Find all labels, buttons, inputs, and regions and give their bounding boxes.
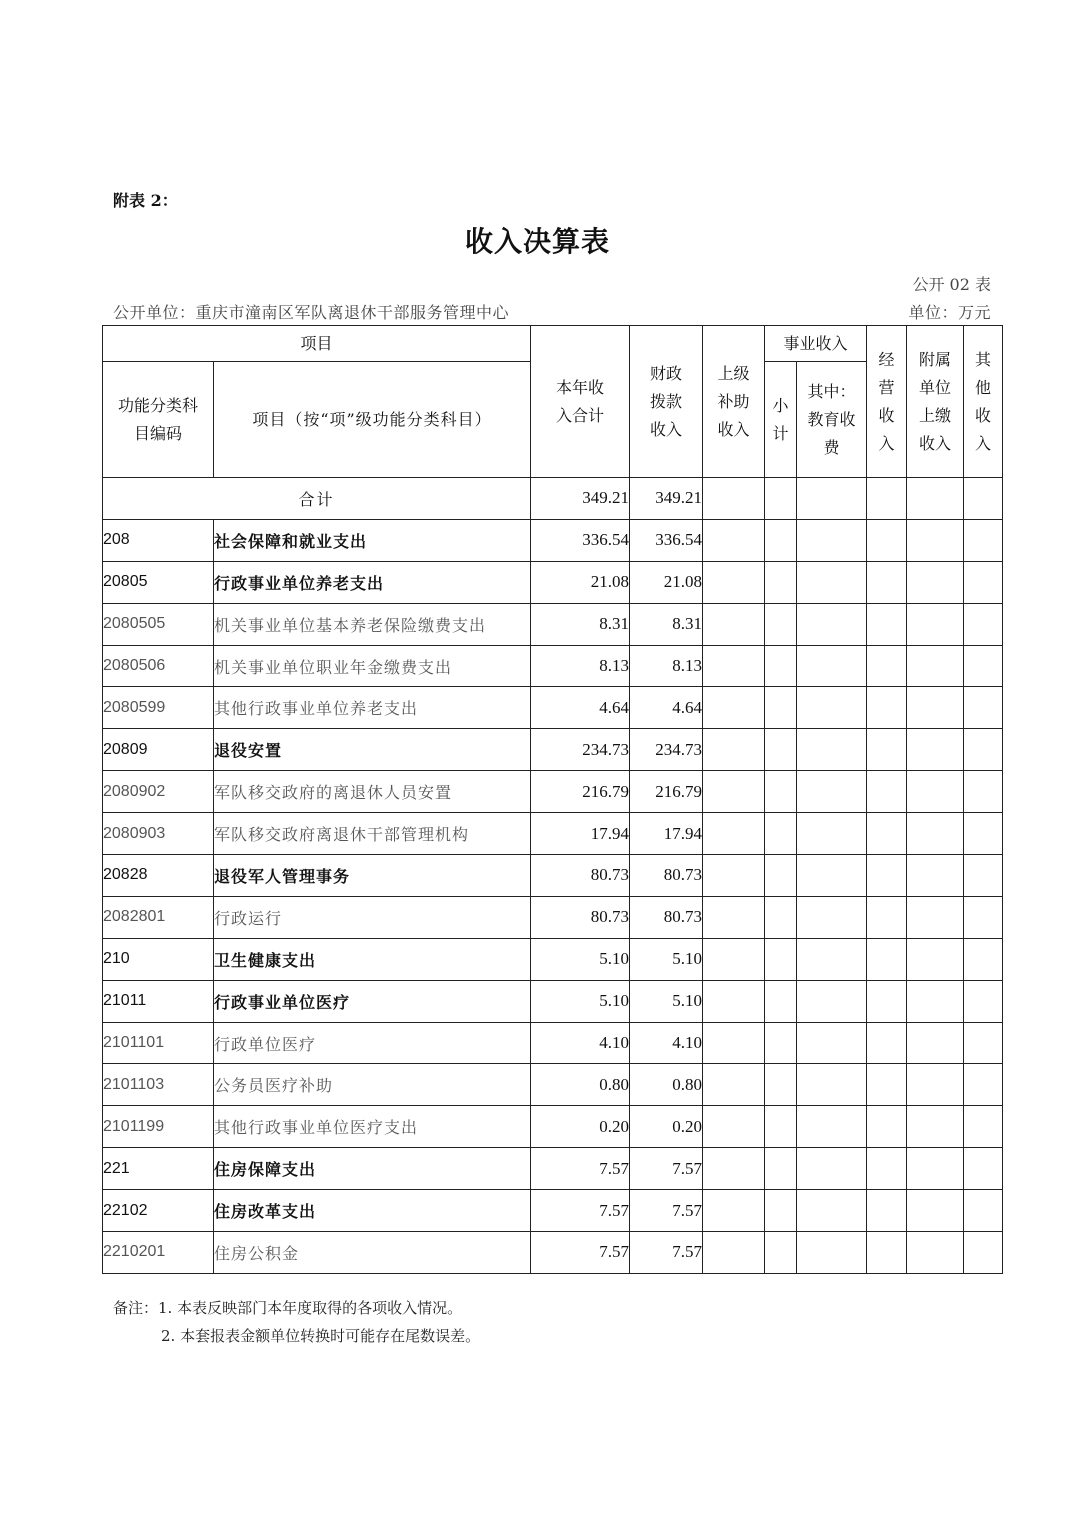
row-business-education [797, 603, 867, 645]
empty-cell [907, 478, 964, 520]
row-business-subtotal [765, 603, 797, 645]
row-affiliated [907, 813, 964, 855]
header-fiscal: 财政拨款收入 [630, 326, 703, 478]
row-fiscal: 7.57 [630, 1148, 703, 1190]
row-business-subtotal [765, 855, 797, 897]
row-operating [867, 561, 907, 603]
row-business-education [797, 771, 867, 813]
row-business-education [797, 1148, 867, 1190]
row-fiscal: 5.10 [630, 938, 703, 980]
row-total-income: 7.57 [531, 1148, 630, 1190]
row-other [964, 938, 1003, 980]
row-business-subtotal [765, 1148, 797, 1190]
row-other [964, 896, 1003, 938]
row-superior [703, 1232, 765, 1274]
row-name: 社会保障和就业支出 [214, 519, 531, 561]
header-name: 项目（按“项”级功能分类科目） [214, 362, 531, 478]
row-business-education [797, 1022, 867, 1064]
row-code: 208 [103, 519, 214, 561]
row-superior [703, 771, 765, 813]
row-operating [867, 645, 907, 687]
row-name: 退役军人管理事务 [214, 855, 531, 897]
row-fiscal: 21.08 [630, 561, 703, 603]
row-fiscal: 4.64 [630, 687, 703, 729]
row-business-education [797, 687, 867, 729]
row-other [964, 603, 1003, 645]
row-fiscal: 216.79 [630, 771, 703, 813]
row-other [964, 645, 1003, 687]
row-operating [867, 896, 907, 938]
row-operating [867, 1190, 907, 1232]
row-affiliated [907, 519, 964, 561]
page-title: 收入决算表 [464, 225, 610, 258]
row-name: 行政运行 [214, 896, 531, 938]
empty-cell [964, 478, 1003, 520]
row-operating [867, 729, 907, 771]
row-business-subtotal [765, 561, 797, 603]
row-total-income: 0.20 [531, 1106, 630, 1148]
row-other [964, 1106, 1003, 1148]
header-business: 事业收入 [765, 326, 867, 362]
row-affiliated [907, 1232, 964, 1274]
row-fiscal: 8.31 [630, 603, 703, 645]
note-2: 2. 本套报表金额单位转换时可能存在尾数误差。 [161, 1327, 481, 1345]
row-superior [703, 687, 765, 729]
row-total-income: 7.57 [531, 1190, 630, 1232]
empty-cell [703, 478, 765, 520]
row-name: 公务员医疗补助 [214, 1064, 531, 1106]
total-income-cell: 349.21 [531, 478, 630, 520]
row-business-education [797, 561, 867, 603]
row-superior [703, 896, 765, 938]
row-operating [867, 603, 907, 645]
table-row [103, 938, 1003, 980]
row-affiliated [907, 729, 964, 771]
row-superior [703, 729, 765, 771]
row-name: 卫生健康支出 [214, 938, 531, 980]
row-operating [867, 938, 907, 980]
row-name: 退役安置 [214, 729, 531, 771]
header-superior: 上级补助收入 [703, 326, 765, 478]
table-row [103, 1232, 1003, 1274]
row-code: 2080902 [103, 771, 214, 813]
note-1: 备注：1. 本表反映部门本年度取得的各项收入情况。 [113, 1299, 463, 1317]
row-total-income: 5.10 [531, 938, 630, 980]
row-total-income: 8.13 [531, 645, 630, 687]
row-total-income: 216.79 [531, 771, 630, 813]
header-code: 功能分类科目编码 [103, 362, 214, 478]
row-other [964, 1232, 1003, 1274]
row-operating [867, 1064, 907, 1106]
row-operating [867, 1148, 907, 1190]
row-affiliated [907, 938, 964, 980]
row-code: 2080599 [103, 687, 214, 729]
table-row [103, 603, 1003, 645]
row-other [964, 855, 1003, 897]
total-fiscal-cell: 349.21 [630, 478, 703, 520]
row-business-subtotal [765, 729, 797, 771]
row-superior [703, 855, 765, 897]
row-name: 机关事业单位基本养老保险缴费支出 [214, 603, 531, 645]
table-row [103, 645, 1003, 687]
form-number: 公开 02 表 [912, 275, 991, 294]
row-business-education [797, 1106, 867, 1148]
table-body [103, 478, 1003, 1274]
row-superior [703, 561, 765, 603]
table-row [103, 1064, 1003, 1106]
row-fiscal: 80.73 [630, 855, 703, 897]
row-fiscal: 0.80 [630, 1064, 703, 1106]
row-business-education [797, 519, 867, 561]
row-other [964, 519, 1003, 561]
row-code: 2082801 [103, 896, 214, 938]
row-other [964, 1064, 1003, 1106]
row-affiliated [907, 896, 964, 938]
row-affiliated [907, 771, 964, 813]
row-code: 22102 [103, 1190, 214, 1232]
row-fiscal: 7.57 [630, 1232, 703, 1274]
row-superior [703, 938, 765, 980]
row-operating [867, 980, 907, 1022]
row-business-education [797, 896, 867, 938]
row-code: 2080505 [103, 603, 214, 645]
empty-cell [765, 478, 797, 520]
row-affiliated [907, 1190, 964, 1232]
row-affiliated [907, 855, 964, 897]
row-affiliated [907, 1022, 964, 1064]
row-business-education [797, 938, 867, 980]
row-business-subtotal [765, 1232, 797, 1274]
row-operating [867, 1022, 907, 1064]
empty-cell [867, 478, 907, 520]
table-row [103, 771, 1003, 813]
row-superior [703, 1064, 765, 1106]
row-name: 军队移交政府的离退休人员安置 [214, 771, 531, 813]
row-other [964, 1148, 1003, 1190]
income-table [102, 325, 1003, 1274]
row-total-income: 4.64 [531, 687, 630, 729]
table-row [103, 1106, 1003, 1148]
row-operating [867, 855, 907, 897]
row-name: 机关事业单位职业年金缴费支出 [214, 645, 531, 687]
header-affiliated: 附属单位上缴收入 [907, 326, 964, 478]
header-item: 项目 [103, 326, 531, 362]
row-total-income: 5.10 [531, 980, 630, 1022]
row-superior [703, 813, 765, 855]
row-name: 行政事业单位医疗 [214, 980, 531, 1022]
row-other [964, 561, 1003, 603]
row-business-subtotal [765, 813, 797, 855]
row-superior [703, 980, 765, 1022]
row-code: 2080903 [103, 813, 214, 855]
row-code: 221 [103, 1148, 214, 1190]
row-name: 住房保障支出 [214, 1148, 531, 1190]
row-business-subtotal [765, 645, 797, 687]
row-business-education [797, 1232, 867, 1274]
row-code: 2210201 [103, 1232, 214, 1274]
publishing-unit: 公开单位：重庆市潼南区军队离退休干部服务管理中心 [113, 303, 510, 322]
header-education: 其中：教育收费 [797, 362, 867, 478]
row-fiscal: 8.13 [630, 645, 703, 687]
row-superior [703, 1190, 765, 1232]
row-affiliated [907, 980, 964, 1022]
row-total-income: 7.57 [531, 1232, 630, 1274]
row-affiliated [907, 1106, 964, 1148]
row-total-income: 336.54 [531, 519, 630, 561]
row-business-subtotal [765, 938, 797, 980]
empty-cell [797, 478, 867, 520]
row-business-education [797, 645, 867, 687]
row-other [964, 813, 1003, 855]
table-row [103, 980, 1003, 1022]
row-fiscal: 336.54 [630, 519, 703, 561]
table-row [103, 687, 1003, 729]
row-business-education [797, 729, 867, 771]
row-other [964, 687, 1003, 729]
row-business-subtotal [765, 1064, 797, 1106]
row-business-education [797, 980, 867, 1022]
row-fiscal: 7.57 [630, 1190, 703, 1232]
table-row [103, 519, 1003, 561]
row-total-income: 234.73 [531, 729, 630, 771]
row-fiscal: 4.10 [630, 1022, 703, 1064]
row-code: 20828 [103, 855, 214, 897]
notes [113, 1294, 480, 1350]
money-unit: 单位：万元 [908, 303, 991, 322]
row-operating [867, 519, 907, 561]
row-code: 210 [103, 938, 214, 980]
row-fiscal: 5.10 [630, 980, 703, 1022]
table-row [103, 729, 1003, 771]
row-fiscal: 80.73 [630, 896, 703, 938]
row-name: 住房改革支出 [214, 1190, 531, 1232]
row-fiscal: 17.94 [630, 813, 703, 855]
row-operating [867, 813, 907, 855]
row-code: 2101199 [103, 1106, 214, 1148]
row-business-education [797, 813, 867, 855]
row-affiliated [907, 687, 964, 729]
row-code: 21011 [103, 980, 214, 1022]
total-label: 合计 [103, 478, 531, 520]
row-business-subtotal [765, 771, 797, 813]
row-business-education [797, 855, 867, 897]
row-total-income: 17.94 [531, 813, 630, 855]
row-affiliated [907, 1148, 964, 1190]
row-code: 2080506 [103, 645, 214, 687]
row-total-income: 4.10 [531, 1022, 630, 1064]
header-operating: 经营收入 [867, 326, 907, 478]
row-code: 20805 [103, 561, 214, 603]
row-total-income: 0.80 [531, 1064, 630, 1106]
header-total-income: 本年收入合计 [531, 326, 630, 478]
row-business-subtotal [765, 687, 797, 729]
row-other [964, 1190, 1003, 1232]
row-other [964, 1022, 1003, 1064]
row-business-subtotal [765, 896, 797, 938]
row-superior [703, 1022, 765, 1064]
row-name: 行政事业单位养老支出 [214, 561, 531, 603]
header-other: 其他收入 [964, 326, 1003, 478]
row-business-education [797, 1190, 867, 1232]
row-fiscal: 0.20 [630, 1106, 703, 1148]
table-row [103, 855, 1003, 897]
annex-label: 附表 2： [113, 191, 178, 210]
unit-line [113, 300, 991, 323]
table-row [103, 813, 1003, 855]
row-superior [703, 645, 765, 687]
row-business-subtotal [765, 519, 797, 561]
table-row [103, 1190, 1003, 1232]
row-fiscal: 234.73 [630, 729, 703, 771]
row-affiliated [907, 561, 964, 603]
header-subtotal: 小计 [765, 362, 797, 478]
row-name: 其他行政事业单位医疗支出 [214, 1106, 531, 1148]
row-other [964, 729, 1003, 771]
table-row [103, 1022, 1003, 1064]
row-name: 其他行政事业单位养老支出 [214, 687, 531, 729]
row-operating [867, 1232, 907, 1274]
row-code: 20809 [103, 729, 214, 771]
row-code: 2101103 [103, 1064, 214, 1106]
row-operating [867, 1106, 907, 1148]
row-superior [703, 1148, 765, 1190]
row-superior [703, 1106, 765, 1148]
row-code: 2101101 [103, 1022, 214, 1064]
row-business-subtotal [765, 980, 797, 1022]
row-business-subtotal [765, 1106, 797, 1148]
row-operating [867, 771, 907, 813]
row-total-income: 80.73 [531, 855, 630, 897]
row-affiliated [907, 645, 964, 687]
row-affiliated [907, 1064, 964, 1106]
row-affiliated [907, 603, 964, 645]
total-row [103, 478, 1003, 520]
row-business-education [797, 1064, 867, 1106]
table-row [103, 561, 1003, 603]
row-business-subtotal [765, 1022, 797, 1064]
row-name: 住房公积金 [214, 1232, 531, 1274]
row-superior [703, 603, 765, 645]
row-name: 行政单位医疗 [214, 1022, 531, 1064]
table-row [103, 896, 1003, 938]
row-total-income: 8.31 [531, 603, 630, 645]
row-name: 军队移交政府离退休干部管理机构 [214, 813, 531, 855]
row-superior [703, 519, 765, 561]
row-total-income: 21.08 [531, 561, 630, 603]
row-other [964, 771, 1003, 813]
row-business-subtotal [765, 1190, 797, 1232]
row-operating [867, 687, 907, 729]
table-row [103, 1148, 1003, 1190]
row-other [964, 980, 1003, 1022]
row-total-income: 80.73 [531, 896, 630, 938]
